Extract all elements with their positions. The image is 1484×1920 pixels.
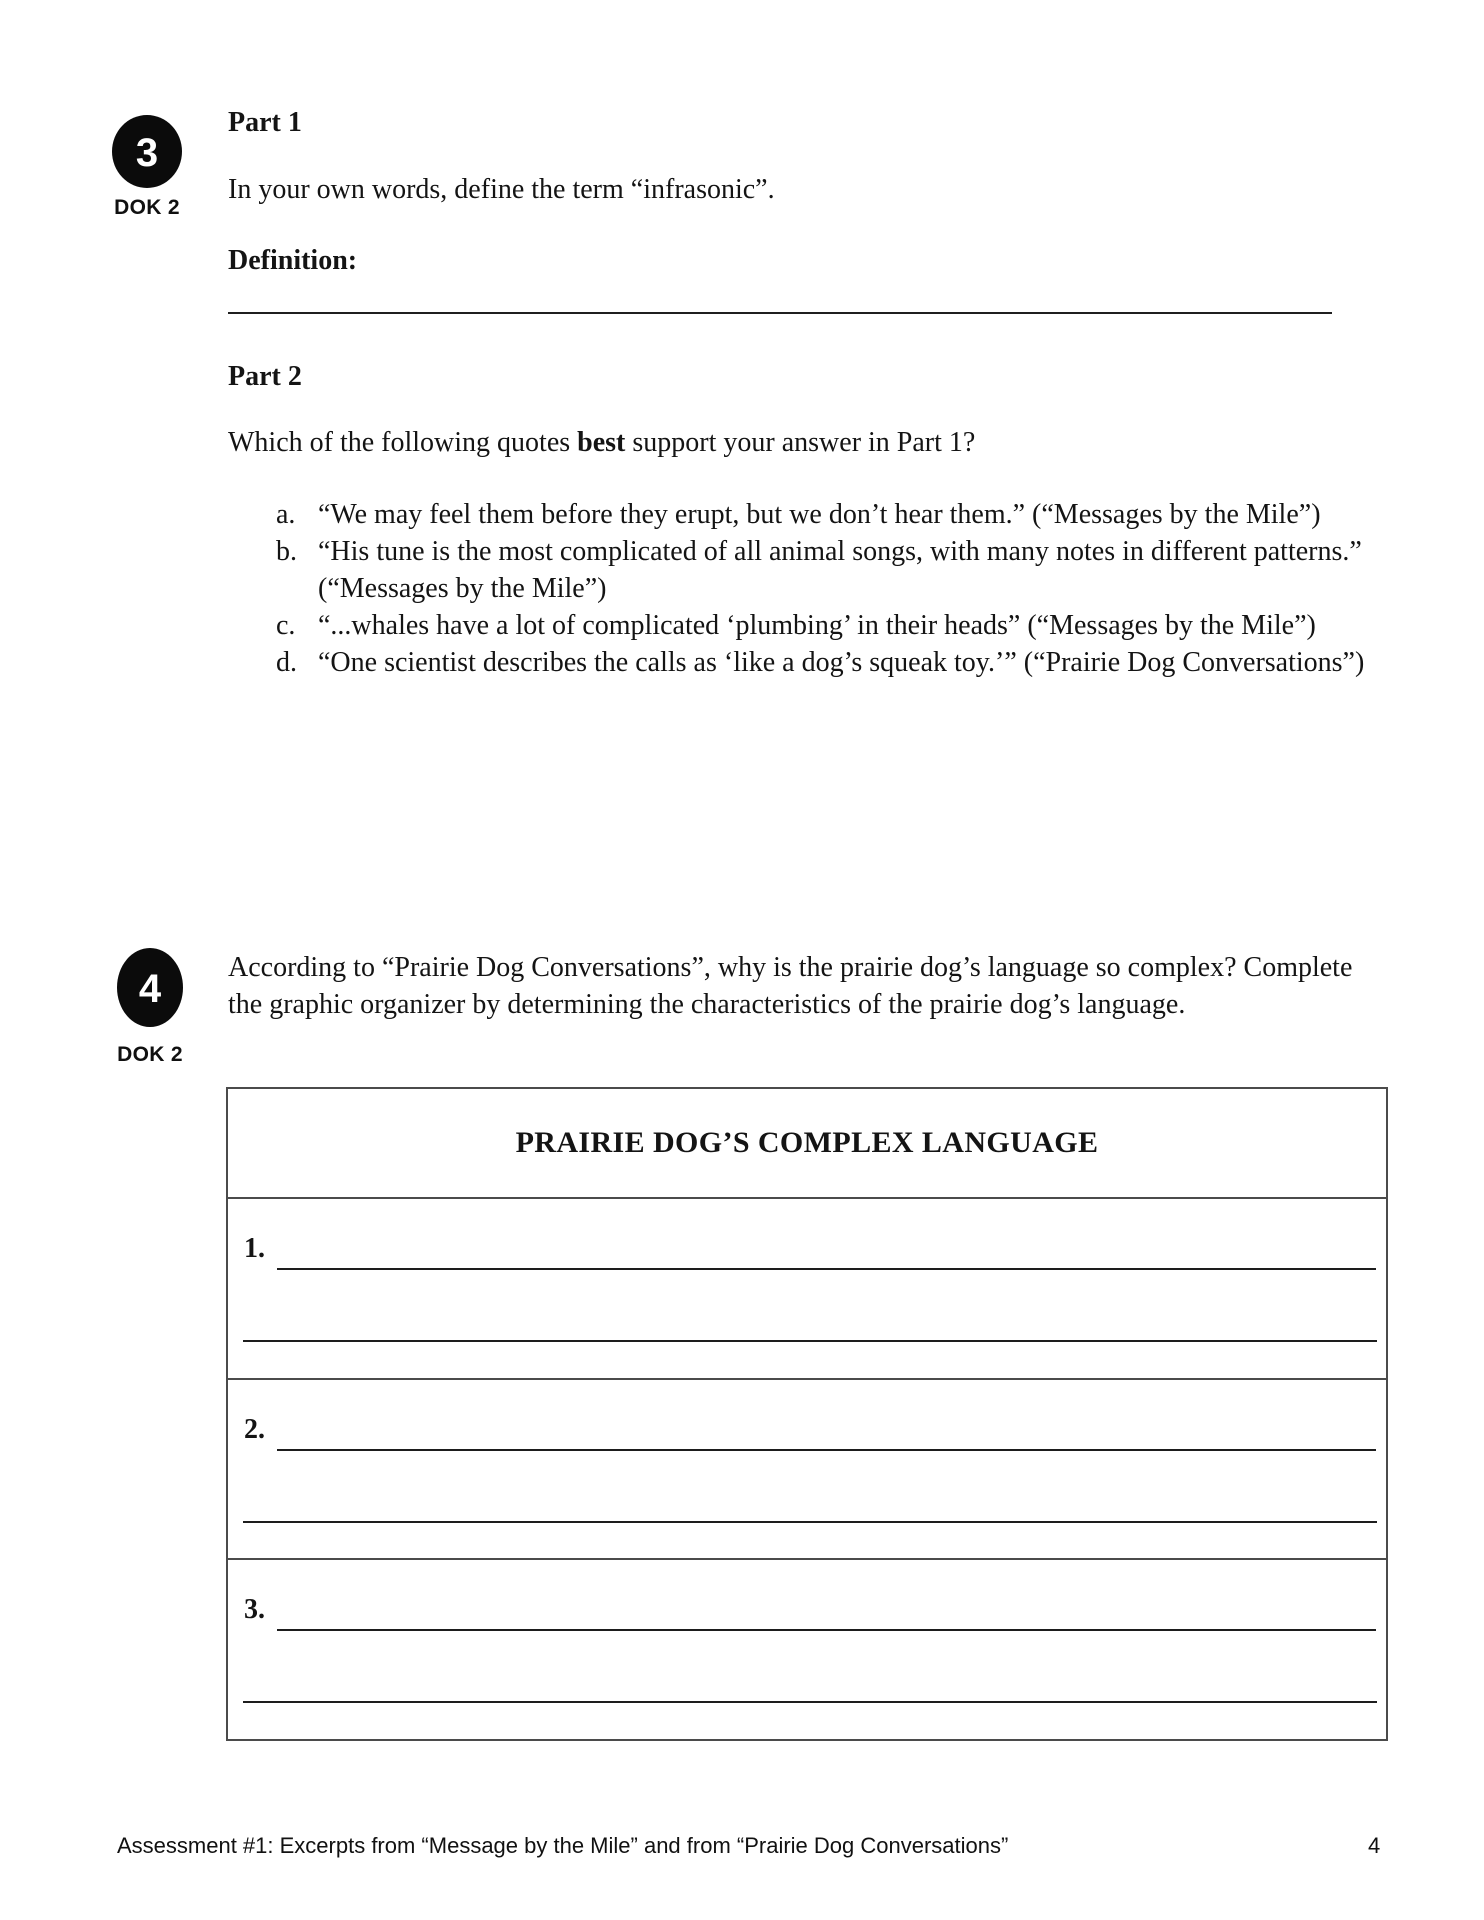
option-letter: c. xyxy=(276,610,296,641)
part-1-heading: Part 1 xyxy=(228,107,302,138)
question-4-prompt: According to “Prairie Dog Conversations”, why is the prairie dog’s language so complex? Complete the graphic organizer by determining the characteristics of the prairie dog’s language. xyxy=(228,952,1353,1020)
question-3-dok-label: DOK 2 xyxy=(114,196,180,219)
question-4-dok-label: DOK 2 xyxy=(117,1043,183,1066)
option-text: “One scientist describes the calls as ‘like a dog’s squeak toy.’” (“Prairie Dog Conversations”) xyxy=(318,647,1365,678)
page-number: 4 xyxy=(1368,1833,1381,1858)
organizer-row-3 xyxy=(228,1560,1386,1739)
answer-blank-line xyxy=(243,1701,1377,1703)
part-1-prompt: In your own words, define the term “infrasonic”. xyxy=(228,174,775,205)
part-2-prompt-suffix: support your answer in Part 1? xyxy=(625,427,976,458)
graphic-organizer-table xyxy=(226,1087,1388,1741)
row-number: 1. xyxy=(244,1233,265,1264)
definition-label: Definition: xyxy=(228,245,358,276)
part-2-heading: Part 2 xyxy=(228,361,302,392)
answer-blank-line xyxy=(243,1521,1377,1523)
answer-blank-line xyxy=(277,1629,1376,1631)
definition-blank-line xyxy=(228,312,1332,314)
question-3-badge xyxy=(112,115,182,188)
part-2-prompt-prefix: Which of the following quotes xyxy=(228,427,578,458)
part-2-prompt-emphasis: best xyxy=(577,427,626,458)
option-letter: a. xyxy=(276,499,296,530)
option-letter: b. xyxy=(276,536,297,567)
option-text: “His tune is the most complicated of all animal songs, with many notes in different patterns.” (“Messages by the Mile”) xyxy=(318,536,1362,604)
part-2-prompt xyxy=(228,424,1388,461)
option-text: “We may feel them before they erupt, but we don’t hear them.” (“Messages by the Mile”) xyxy=(318,499,1321,530)
quote-option-d xyxy=(276,644,1376,681)
organizer-title: PRAIRIE DOG’S COMPLEX LANGUAGE xyxy=(515,1126,1099,1159)
answer-blank-line xyxy=(277,1449,1376,1451)
organizer-row-2 xyxy=(228,1380,1386,1561)
footer-text: Assessment #1: Excerpts from “Message by the Mile” and from “Prairie Dog Conversations” xyxy=(117,1833,1009,1858)
organizer-header-cell xyxy=(228,1089,1386,1199)
question-3-number: 3 xyxy=(135,130,159,175)
quote-option-a xyxy=(276,496,1376,533)
organizer-row-1 xyxy=(228,1199,1386,1380)
option-letter: d. xyxy=(276,647,297,678)
answer-blank-line xyxy=(243,1340,1377,1342)
row-number: 3. xyxy=(244,1594,265,1626)
quote-option-b xyxy=(276,533,1376,607)
answer-blank-line xyxy=(277,1268,1376,1270)
row-number: 2. xyxy=(244,1413,265,1445)
question-4-number: 4 xyxy=(138,966,162,1011)
quote-option-c xyxy=(276,607,1376,644)
question-4-badge xyxy=(117,948,183,1027)
option-text: “...whales have a lot of complicated ‘plumbing’ in their heads” (“Messages by the Mile”) xyxy=(318,610,1316,641)
quote-options-list xyxy=(276,496,1376,681)
